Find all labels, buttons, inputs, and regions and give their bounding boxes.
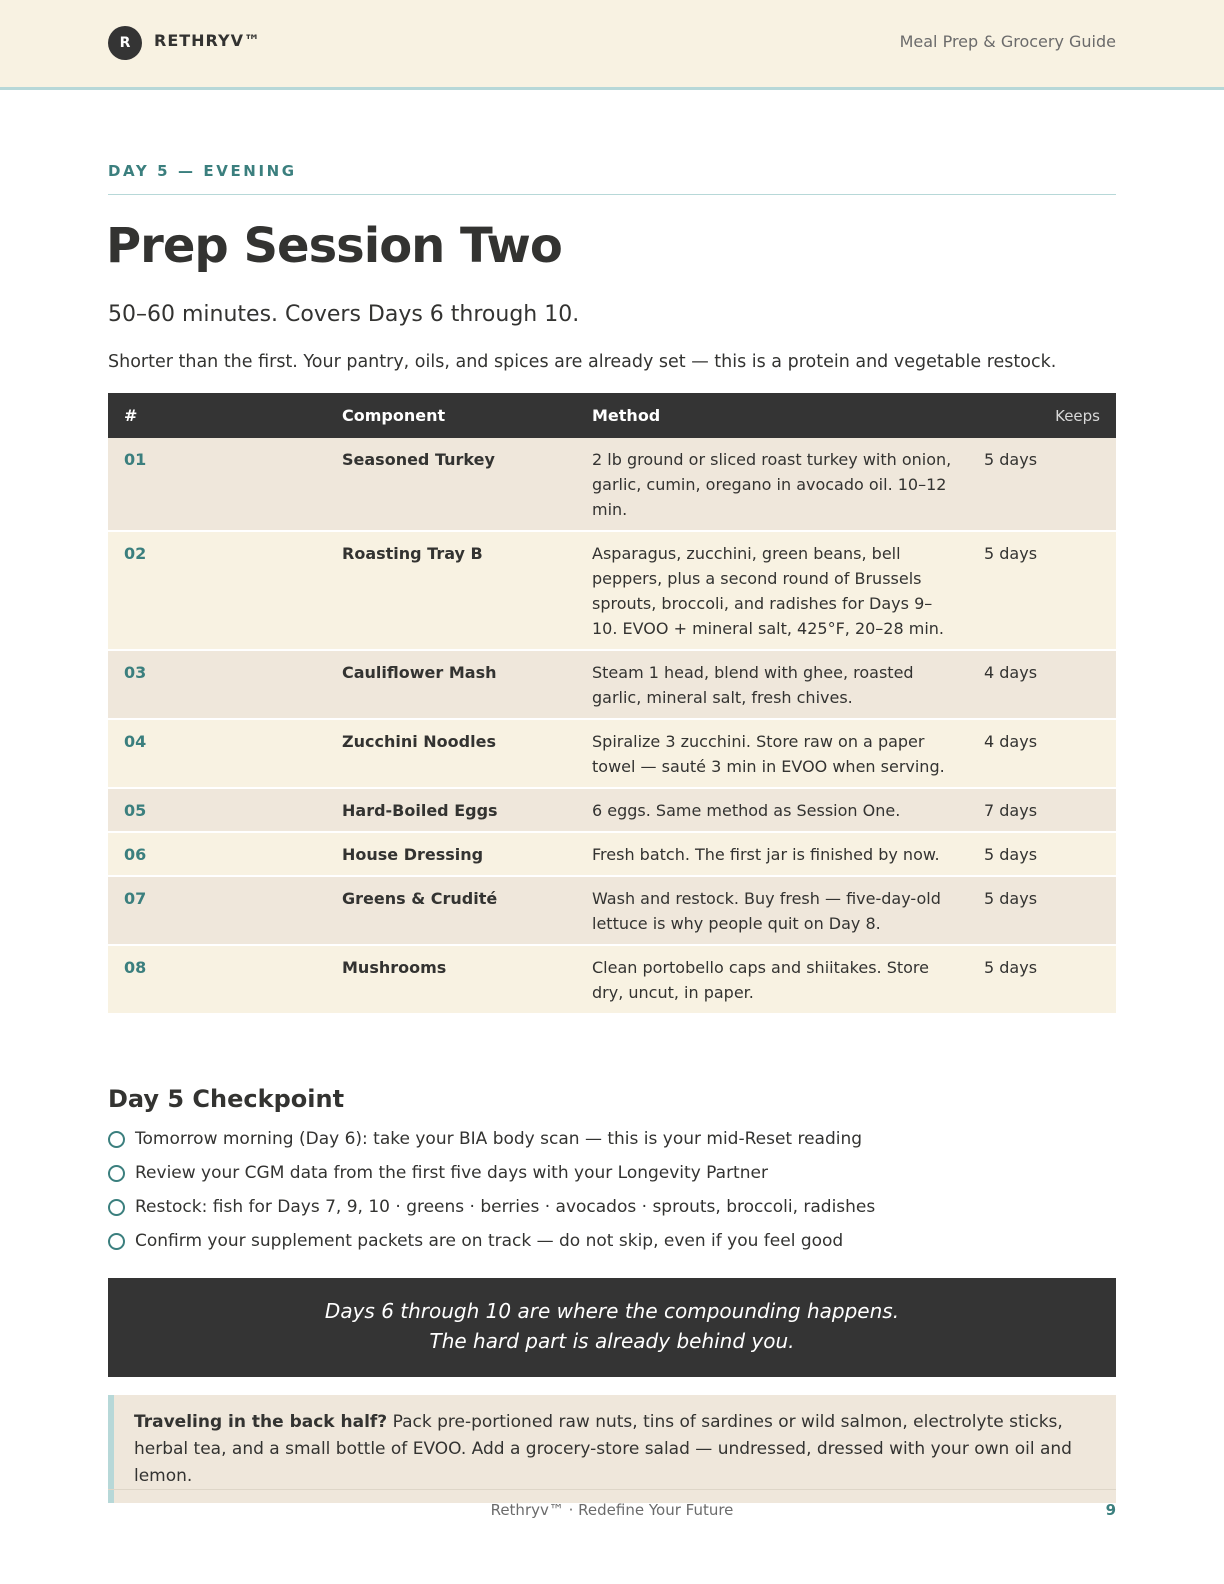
row-number: 03 (108, 650, 334, 719)
page-subtitle: 50–60 minutes. Covers Days 6 through 10. (108, 302, 580, 327)
travel-note (108, 1395, 1116, 1503)
intro-paragraph: Shorter than the first. Your pantry, oils, and spices are already set — this is a protein and vegetable restock. (108, 352, 1057, 372)
footer-tagline: Rethryv™ · Redefine Your Future (490, 1501, 734, 1519)
row-component: Hard-Boiled Eggs (334, 788, 584, 832)
row-method: Wash and restock. Buy fresh — five-day-old lettuce is why people quit on Day 8. (584, 876, 974, 945)
footer-divider (108, 1489, 1116, 1490)
page-title: Prep Session Two (106, 218, 562, 274)
checklist-item[interactable] (108, 1128, 875, 1162)
travel-note-lead: Traveling in the back half? (134, 1412, 388, 1432)
row-number: 01 (108, 438, 334, 531)
column-header-num: # (108, 393, 334, 438)
row-method: Steam 1 head, blend with ghee, roasted garlic, mineral salt, fresh chives. (584, 650, 974, 719)
checklist-item[interactable] (108, 1196, 875, 1230)
row-component: Cauliflower Mash (334, 650, 584, 719)
row-component: House Dressing (334, 832, 584, 876)
checkbox-circle-icon[interactable] (108, 1165, 125, 1182)
row-method: 6 eggs. Same method as Session One. (584, 788, 974, 832)
row-number: 07 (108, 876, 334, 945)
table-row (108, 788, 1116, 832)
page-header (0, 0, 1224, 90)
table-row (108, 531, 1116, 650)
brand-logo: R (108, 26, 142, 60)
row-method: Spiralize 3 zucchini. Store raw on a paper towel — sauté 3 min in EVOO when serving. (584, 719, 974, 788)
row-keeps: 4 days (974, 650, 1116, 719)
table-row (108, 876, 1116, 945)
checkpoint-list (108, 1128, 875, 1264)
row-number: 05 (108, 788, 334, 832)
row-keeps: 5 days (974, 945, 1116, 1014)
row-component: Greens & Crudité (334, 876, 584, 945)
kicker-divider (108, 194, 1116, 195)
guide-title: Meal Prep & Grocery Guide (899, 32, 1116, 51)
table-row (108, 719, 1116, 788)
prep-table (108, 393, 1116, 1015)
column-header-method: Method (584, 393, 974, 438)
pull-quote-line-2: The hard part is already behind you. (429, 1329, 795, 1353)
checklist-item-label: Tomorrow morning (Day 6): take your BIA body scan — this is your mid-Reset reading (135, 1129, 863, 1149)
table-row (108, 438, 1116, 531)
row-keeps: 5 days (974, 876, 1116, 945)
row-method: 2 lb ground or sliced roast turkey with onion, garlic, cumin, oregano in avocado oil. 10–12 min. (584, 438, 974, 531)
checkbox-circle-icon[interactable] (108, 1131, 125, 1148)
row-method: Fresh batch. The first jar is finished by now. (584, 832, 974, 876)
row-component: Seasoned Turkey (334, 438, 584, 531)
travel-note-body: Pack pre-portioned raw nuts, tins of sardines or wild salmon, electrolyte sticks, herbal tea, and a small bottle of EVOO. Add a grocery-store salad — undressed, dressed with your own oil and lemon. (134, 1412, 1072, 1486)
brand-name: RETHRYV™ (154, 31, 261, 50)
checklist-item-label: Review your CGM data from the first five days with your Longevity Partner (135, 1163, 768, 1183)
checkbox-circle-icon[interactable] (108, 1199, 125, 1216)
row-method: Asparagus, zucchini, green beans, bell peppers, plus a second round of Brussels sprouts, broccoli, and radishes for Days 9–10. EVOO + mineral salt, 425°F, 20–28 min. (584, 531, 974, 650)
row-number: 02 (108, 531, 334, 650)
checklist-item-label: Restock: fish for Days 7, 9, 10 · greens · berries · avocados · sprouts, broccoli, radishes (135, 1197, 876, 1217)
row-component: Mushrooms (334, 945, 584, 1014)
pull-quote-line-1: Days 6 through 10 are where the compounding happens. (324, 1299, 900, 1323)
checkpoint-heading: Day 5 Checkpoint (108, 1085, 345, 1113)
table-row (108, 945, 1116, 1014)
row-number: 04 (108, 719, 334, 788)
row-component: Zucchini Noodles (334, 719, 584, 788)
row-keeps: 5 days (974, 438, 1116, 531)
pull-quote (108, 1278, 1116, 1377)
column-header-component: Component (334, 393, 584, 438)
table-row (108, 650, 1116, 719)
table-row (108, 832, 1116, 876)
row-number: 06 (108, 832, 334, 876)
column-header-keeps: Keeps (974, 393, 1116, 438)
row-number: 08 (108, 945, 334, 1014)
table-header-row (108, 393, 1116, 438)
checkbox-circle-icon[interactable] (108, 1233, 125, 1250)
row-component: Roasting Tray B (334, 531, 584, 650)
row-keeps: 5 days (974, 531, 1116, 650)
checklist-item[interactable] (108, 1162, 875, 1196)
row-keeps: 5 days (974, 832, 1116, 876)
checklist-item-label: Confirm your supplement packets are on track — do not skip, even if you feel good (135, 1231, 844, 1251)
row-keeps: 4 days (974, 719, 1116, 788)
page-number: 9 (1105, 1501, 1116, 1519)
row-method: Clean portobello caps and shiitakes. Store dry, uncut, in paper. (584, 945, 974, 1014)
row-keeps: 7 days (974, 788, 1116, 832)
section-kicker: DAY 5 — EVENING (108, 162, 297, 180)
checklist-item[interactable] (108, 1230, 875, 1264)
